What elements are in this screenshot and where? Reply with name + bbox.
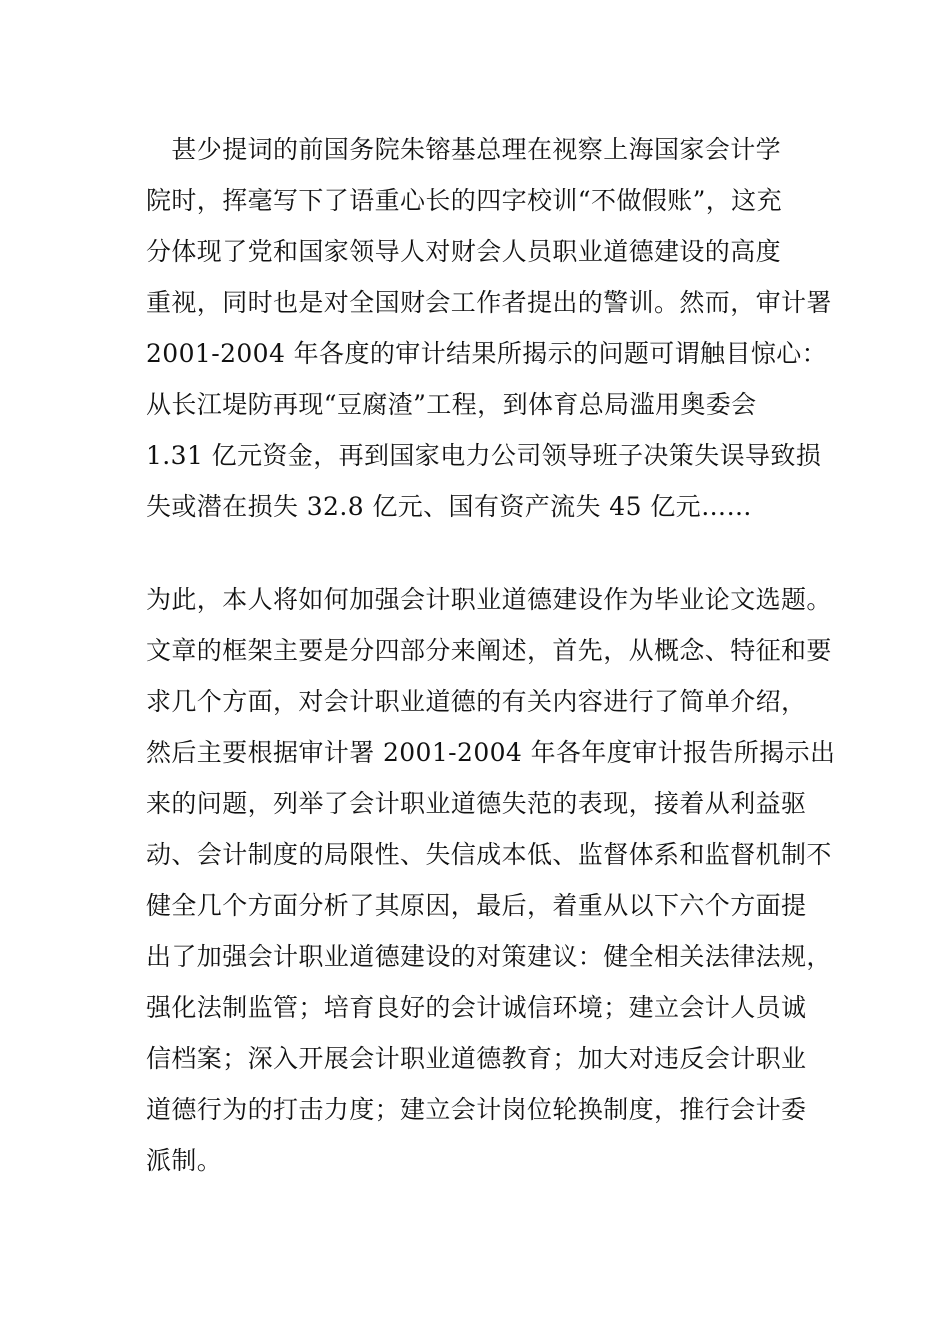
paragraph-2-line-5: 来的问题，列举了会计职业道德失范的表现，接着从利益驱 (146, 789, 807, 818)
paragraph-1-line-5: 2001-2004 年各度的审计结果所揭示的问题可谓触目惊心： (146, 339, 828, 368)
paragraph-1-line-6: 从长江堤防再现“豆腐渣”工程，到体育总局滥用奥委会 (146, 390, 757, 419)
paragraph-1 (146, 124, 846, 532)
paragraph-2-line-10: 信档案；深入开展会计职业道德教育；加大对违反会计职业 (146, 1044, 807, 1073)
paragraph-1-line-2: 院时，挥毫写下了语重心长的四字校训“不做假账”，这充 (146, 186, 782, 215)
paragraph-2-line-9: 强化法制监管；培育良好的会计诚信环境；建立会计人员诚 (146, 993, 807, 1022)
paragraph-2-line-6: 动、会计制度的局限性、失信成本低、监督体系和监督机制不 (146, 840, 832, 869)
paragraph-1-line-7: 1.31 亿元资金，再到国家电力公司领导班子决策失误导致损 (146, 441, 822, 470)
paragraph-1-line-3: 分体现了党和国家领导人对财会人员职业道德建设的高度 (146, 237, 782, 266)
paragraph-2-line-4: 然后主要根据审计署 2001-2004 年各年度审计报告所揭示出 (146, 738, 836, 767)
paragraph-2-line-8: 出了加强会计职业道德建设的对策建议：健全相关法律法规， (146, 942, 832, 971)
paragraph-2-line-12: 派制。 (146, 1146, 223, 1175)
paragraph-2-line-2: 文章的框架主要是分四部分来阐述，首先，从概念、特征和要 (146, 636, 832, 665)
paragraph-1-line-4: 重视，同时也是对全国财会工作者提出的警训。然而，审计署 (146, 288, 832, 317)
paragraph-2 (146, 574, 846, 1186)
paragraph-2-line-11: 道德行为的打击力度；建立会计岗位轮换制度，推行会计委 (146, 1095, 807, 1124)
paragraph-1-line-8: 失或潜在损失 32.8 亿元、国有资产流失 45 亿元…… (146, 492, 752, 521)
paragraph-2-line-3: 求几个方面，对会计职业道德的有关内容进行了简单介绍， (146, 687, 807, 716)
paragraph-2-line-1: 为此，本人将如何加强会计职业道德建设作为毕业论文选题。 (146, 585, 832, 614)
paragraph-2-line-7: 健全几个方面分析了其原因，最后，着重从以下六个方面提 (146, 891, 807, 920)
paragraph-1-line-1: 甚少提词的前国务院朱镕基总理在视察上海国家会计学 (146, 135, 782, 164)
